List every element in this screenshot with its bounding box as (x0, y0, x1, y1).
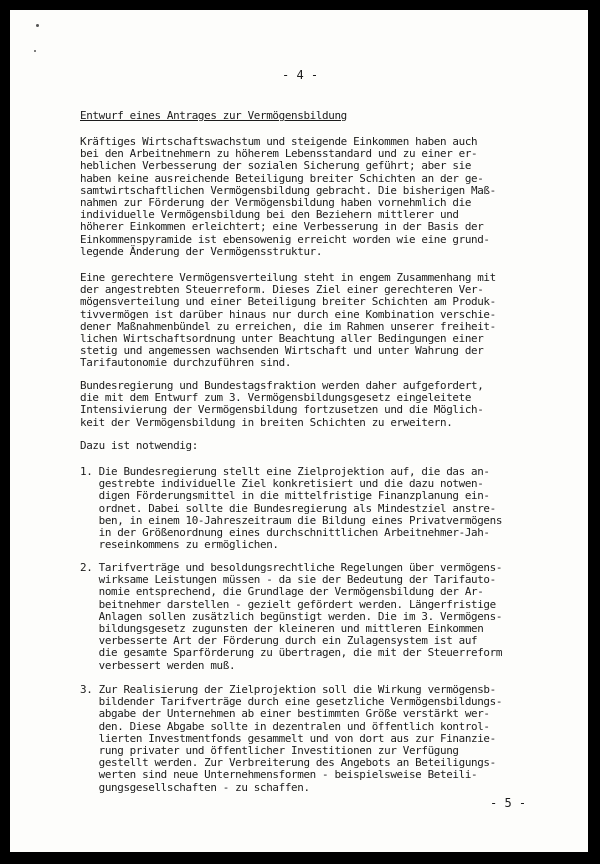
scan-speck (34, 50, 36, 52)
paragraph-2: Eine gerechtere Vermögensverteilung steht in engem Zusammenhang mit der angestrebten Steuerreform. Dieses Ziel einer gerechteren Ver- mögensverteilung und einer Beteiligung breiter Schichten am Produk- tivvermögen ist darüber hinaus nur durch eine Kombination verschie- dener Maßnahmenbündel zu erreichen, die im Rahmen unserer freiheit- lichen Wirtschaftsordnung unter Beachtung aller Bedingungen einer stetig und angemessen wachsenden Wirtschaft und unter Wahrung der Tarifautonomie durchzuführen sind. (80, 271, 496, 370)
page-number-top: - 4 - (282, 68, 319, 82)
document-heading: Entwurf eines Antrages zur Vermögensbildung (80, 109, 347, 122)
paragraph-3: Bundesregierung und Bundestagsfraktion werden daher aufgefordert, die mit dem Entwurf zum 3. Vermögensbildungsgesetz eingeleitete Intensivierung der Vermögensbildung fortzusetzen und die Möglich- keit der Vermögensbildung in breiten Schichten zu erweitern. (80, 379, 484, 429)
paragraph-1: Kräftiges Wirtschaftswachstum und steigende Einkommen haben auch bei den Arbeitnehmern zu höherem Lebensstandard und zu einer er- heblichen Verbesserung der sozialen Sicherung geführt; aber sie haben keine ausreichende Beteiligung breiter Schichten an der ge- samtwirtschaftlichen Vermögensbildung gebracht. Die bisherigen Maß- nahmen zur Förderung der Vermögensbildung haben vornehmlich die individuelle Vermögensbildung bei den Beziehern mittlerer und höherer Einkommen erleichtert; eine Verbesserung in der Basis der Einkommenspyramide ist ebensowenig erreicht worden wie eine grund- legende Änderung der Vermögensstruktur. (80, 135, 496, 258)
page-number-bottom: - 5 - (490, 796, 527, 810)
document-page (10, 10, 588, 852)
paragraph-4: Dazu ist notwendig: (80, 439, 198, 452)
list-item-3: 3. Zur Realisierung der Zielprojektion soll die Wirkung vermögensb- bildender Tarifverträge durch eine gesetzliche Vermögensbildungs- abgabe der Unternehmen ab einer bestimmten Größe verstärkt wer- den. Diese Abgabe sollte in dezentralen und öffentlich kontrol- lierten Investmentfonds gesammelt und von dort aus zur Finanzie- rung privater und öffentlicher Investitionen zur Verfügung gestellt werden. Zur Verbreiterung des Angebots an Beteiligungs- werten sind neue Unternehmensformen - beispielsweise Beteili- gungsgesellschaften - zu schaffen. (80, 683, 503, 794)
list-item-2: 2. Tarifverträge und besoldungsrechtliche Regelungen über vermögens- wirksame Leistungen müssen - da sie der Bedeutung der Tarifauto- nomie entsprechend, die Grundlage der Vermögensbildung der Ar- beitnehmer darstellen - gezielt gefördert werden. Längerfristige Anlagen sollen zusätzlich begünstigt werden. Die im 3. Vermögens- bildungsgesetz zugunsten der kleineren und mittleren Einkommen verbesserte Art der Förderung durch ein Zulagensystem ist auf die gesamte Sparförderung zu übertragen, die mit der Steuerreform verbessert werden muß. (80, 561, 503, 672)
scan-speck (36, 24, 39, 27)
list-item-1: 1. Die Bundesregierung stellt eine Zielprojektion auf, die das an- gestrebte individuelle Ziel konkretisiert und die dazu notwen- digen Förderungsmittel in die mittelfristige Finanzplanung ein- ordnet. Dabei sollte die Bundesregierung als Mindestziel anstre- ben, in einem 10-Jahreszeitraum die Bildung eines Privatvermögens in der Größenordnung eines durchschnittlichen Arbeitnehmer-Jah- reseinkommens zu ermöglichen. (80, 465, 503, 552)
